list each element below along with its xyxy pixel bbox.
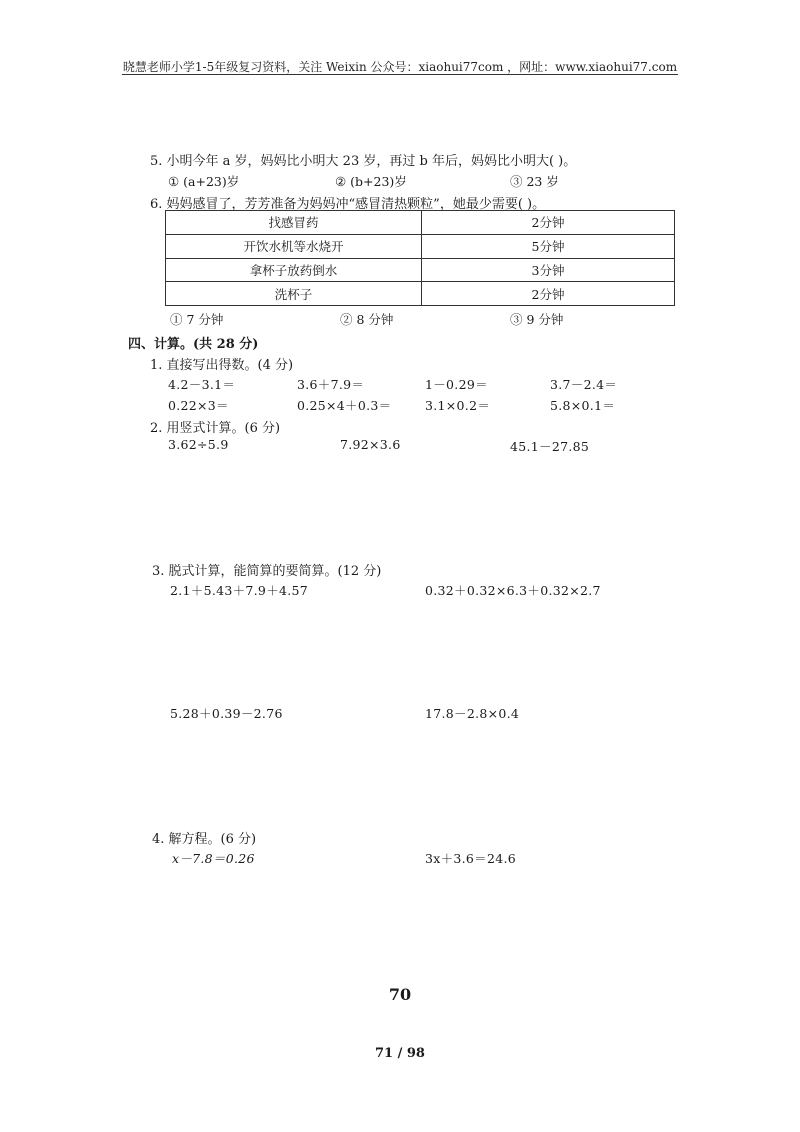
page-count: 71 / 98 bbox=[375, 1046, 425, 1061]
part-4-title: 4. 解方程。(6 分) bbox=[152, 832, 257, 847]
step-time-table bbox=[165, 210, 675, 306]
table-step-cell: 找感冒药 bbox=[166, 211, 422, 235]
table-step-cell: 开饮水机等水烧开 bbox=[166, 234, 422, 258]
table-time-cell: 2分钟 bbox=[422, 282, 675, 306]
table-row bbox=[166, 211, 675, 235]
vertical-calc-item: 45.1－27.85 bbox=[510, 439, 590, 454]
part-1-title: 1. 直接写出得数。(4 分) bbox=[150, 358, 294, 373]
oral-item: 0.22×3＝ bbox=[168, 398, 229, 413]
page-number: 70 bbox=[388, 985, 412, 1004]
equation-item: 3x＋3.6＝24.6 bbox=[425, 851, 517, 866]
oral-item: 5.8×0.1＝ bbox=[550, 398, 616, 413]
table-step-cell: 洗杯子 bbox=[166, 282, 422, 306]
question-6-option-2: ② 8 分钟 bbox=[340, 312, 394, 327]
table-row bbox=[166, 258, 675, 282]
vertical-calc-item: 7.92×3.6 bbox=[340, 437, 401, 452]
page-header: 晓慧老师小学1-5年级复习资料，关注 Weixin 公众号：xiaohui77com ，网址：www.xiaohui77.com bbox=[122, 60, 678, 74]
question-6-option-3: ③ 9 分钟 bbox=[510, 312, 564, 327]
table-row bbox=[166, 282, 675, 306]
question-5-option-3: ③ 23 岁 bbox=[510, 174, 559, 189]
oral-item: 3.1×0.2＝ bbox=[425, 398, 491, 413]
question-5-stem: 5. 小明今年 a 岁，妈妈比小明大 23 岁，再过 b 年后，妈妈比小明大( )。 bbox=[150, 154, 577, 169]
oral-item: 3.6＋7.9＝ bbox=[297, 377, 365, 392]
oral-item: 3.7－2.4＝ bbox=[550, 377, 618, 392]
section-4-title: 四、计算。(共 28 分) bbox=[128, 337, 259, 352]
stepwise-calc-item: 5.28＋0.39－2.76 bbox=[170, 706, 283, 721]
table-time-cell: 5分钟 bbox=[422, 234, 675, 258]
oral-item: 4.2－3.1＝ bbox=[168, 377, 236, 392]
stepwise-calc-item: 0.32＋0.32×6.3＋0.32×2.7 bbox=[425, 583, 601, 598]
stepwise-calc-item: 2.1＋5.43＋7.9＋4.57 bbox=[170, 583, 309, 598]
question-5-option-1: ① (a+23)岁 bbox=[168, 174, 240, 189]
oral-item: 0.25×4＋0.3＝ bbox=[297, 398, 392, 413]
question-6-option-1: ① 7 分钟 bbox=[170, 312, 224, 327]
header-rule bbox=[122, 74, 678, 75]
table-time-cell: 2分钟 bbox=[422, 211, 675, 235]
table-time-cell: 3分钟 bbox=[422, 258, 675, 282]
part-3-title: 3. 脱式计算，能简算的要简算。(12 分) bbox=[152, 564, 382, 579]
table-step-cell: 拿杯子放药倒水 bbox=[166, 258, 422, 282]
equation-item: x－7.8＝0.26 bbox=[172, 851, 255, 866]
stepwise-calc-item: 17.8－2.8×0.4 bbox=[425, 706, 520, 721]
oral-item: 1－0.29＝ bbox=[425, 377, 488, 392]
vertical-calc-item: 3.62÷5.9 bbox=[168, 437, 229, 452]
question-6-stem: 6. 妈妈感冒了，芳芳准备为妈妈冲“感冒清热颗粒”，她最少需要( )。 bbox=[150, 197, 546, 212]
part-2-title: 2. 用竖式计算。(6 分) bbox=[150, 421, 281, 436]
table-row bbox=[166, 234, 675, 258]
question-5-option-2: ② (b+23)岁 bbox=[335, 174, 407, 189]
